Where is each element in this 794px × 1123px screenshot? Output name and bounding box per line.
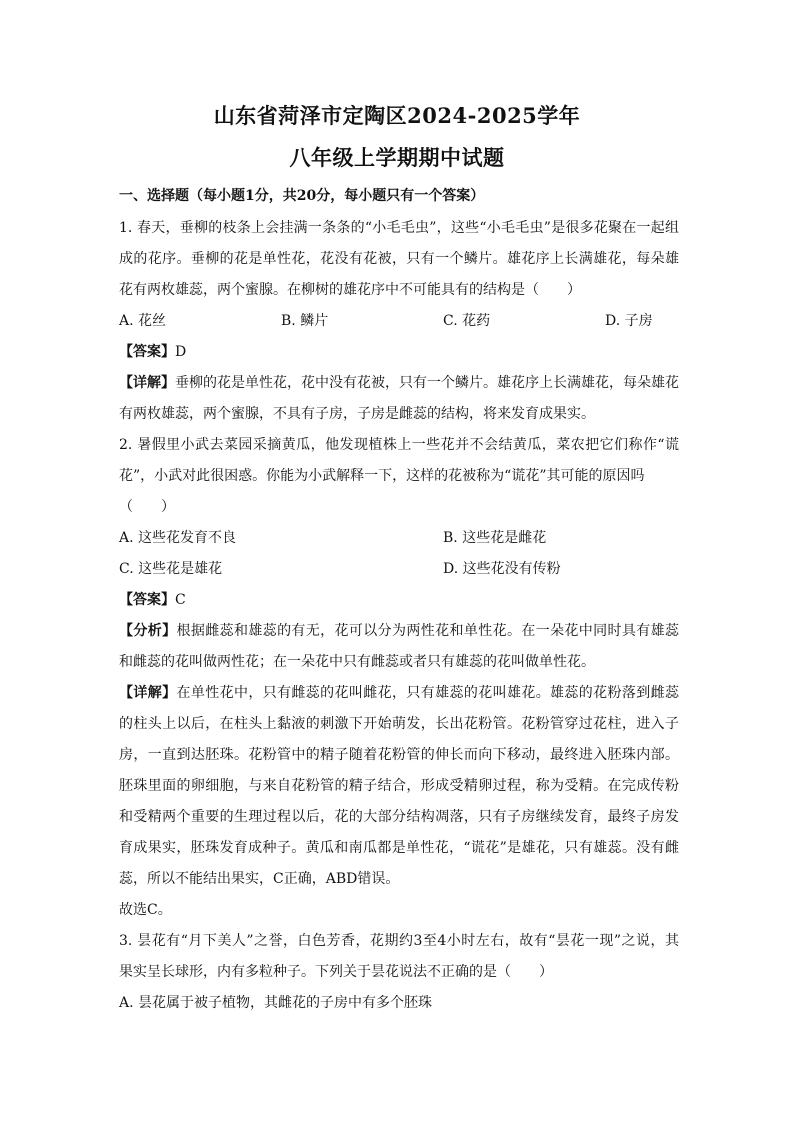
q2-analysis-line [119,621,679,641]
q2-detail-line [119,683,679,703]
q1-option-a: A. 花丝 [119,313,167,329]
q2-option-c: C. 这些花是雄花 [119,561,223,577]
q1-option-d: D. 子房 [605,313,653,329]
q2-option-d: D. 这些花没有传粉 [443,561,561,577]
q2-stem-line: 2. 暑假里小武去菜园采摘黄瓜，他发现植株上一些花并不会结黄瓜，菜农把它们称作“谎 [119,437,679,453]
q2-answer [119,590,679,610]
q2-stem-line: 花”，小武对此很困惑。你能为小武解释一下，这样的花被称为“谎花”其可能的原因吗 [119,468,645,484]
q2-detail-line: 和受精两个重要的生理过程以后，花的大部分结构凋落，只有子房继续发育，最终子房发 [119,809,679,825]
analysis-text: 根据雌蕊和雄蕊的有无，花可以分为两性花和单性花。在一朵花中同时具有雄蕊 [176,623,679,639]
page-title: 山东省菏泽市定陶区2024-2025学年 [213,103,581,128]
q1-stem-line: 1. 春天，垂柳的枝条上会挂满一条条的“小毛毛虫”，这些“小毛毛虫”是很多花聚在一起组 [119,220,679,236]
q2-analysis-line: 和雌蕊的花叫做两性花；在一朵花中只有雌蕊或者只有雄蕊的花叫做单性花。 [119,654,595,670]
q1-stem-line: 成的花序。垂柳的花是单性花，花没有花被，只有一个鳞片。雄花序上长满雄花，每朵雄 [119,251,679,267]
q2-detail-line: 蕊，所以不能结出果实，C正确，ABD错误。 [119,871,400,887]
q3-stem-line: 3. 昙花有“月下美人”之誉，白色芳香，花期约3至4小时左右，故有“昙花一现”之说，其 [119,933,679,949]
section-heading: 一、选择题（每小题1分，共20分，每小题只有一个答案） [119,188,485,204]
q1-stem-line: 花有两枚雄蕊，两个蜜腺。在柳树的雄花序中不可能具有的结构是（ ） [119,282,581,298]
q1-detail-line: 有两枚雄蕊，两个蜜腺，不具有子房，子房是雌蕊的结构，将来发育成果实。 [119,406,595,422]
answer-tag: 【答案】 [119,592,175,608]
q1-answer [119,342,679,362]
detail-text: 垂柳的花是单性花，花中没有花被，只有一个鳞片。雄花序上长满雄花，每朵雄花 [175,375,679,391]
q2-stem-line: （ ） [119,499,175,515]
q1-detail-line [119,373,679,393]
detail-tag: 【详解】 [119,685,177,701]
q1-option-b: B. 鳞片 [281,313,329,329]
answer-value: D [175,344,187,360]
answer-tag: 【答案】 [119,344,175,360]
q2-detail-line: 房，一直到达胚珠。花粉管中的精子随着花粉管的伸长而向下移动，最终进入胚珠内部。 [119,747,679,763]
detail-text: 在单性花中，只有雌蕊的花叫雌花，只有雄蕊的花叫雄花。雄蕊的花粉落到雌蕊 [176,685,679,701]
detail-tag: 【详解】 [119,375,175,391]
q2-detail-line: 育成果实，胚珠发育成种子。黄瓜和南瓜都是单性花，“谎花”是雄花，只有雄蕊。没有雌 [119,840,679,856]
q3-option-a: A. 昙花属于被子植物，其雌花的子房中有多个胚珠 [119,995,433,1011]
q2-option-a: A. 这些花发育不良 [119,530,237,546]
q2-option-b: B. 这些花是雌花 [443,530,547,546]
q2-conclusion: 故选C。 [119,902,172,918]
page-subtitle: 八年级上学期期中试题 [289,145,505,170]
q1-option-c: C. 花药 [443,313,491,329]
answer-value: C [175,592,186,608]
analysis-tag: 【分析】 [119,623,177,639]
q3-stem-line: 果实呈长球形，内有多粒种子。下列关于昙花说法不正确的是（ ） [119,964,553,980]
q2-detail-line: 胚珠里面的卵细胞，与来自花粉管的精子结合，形成受精卵过程，称为受精。在完成传粉 [119,778,679,794]
q2-detail-line: 的柱头上以后，在柱头上黏液的刺激下开始萌发，长出花粉管。花粉管穿过花柱，进入子 [119,716,679,732]
